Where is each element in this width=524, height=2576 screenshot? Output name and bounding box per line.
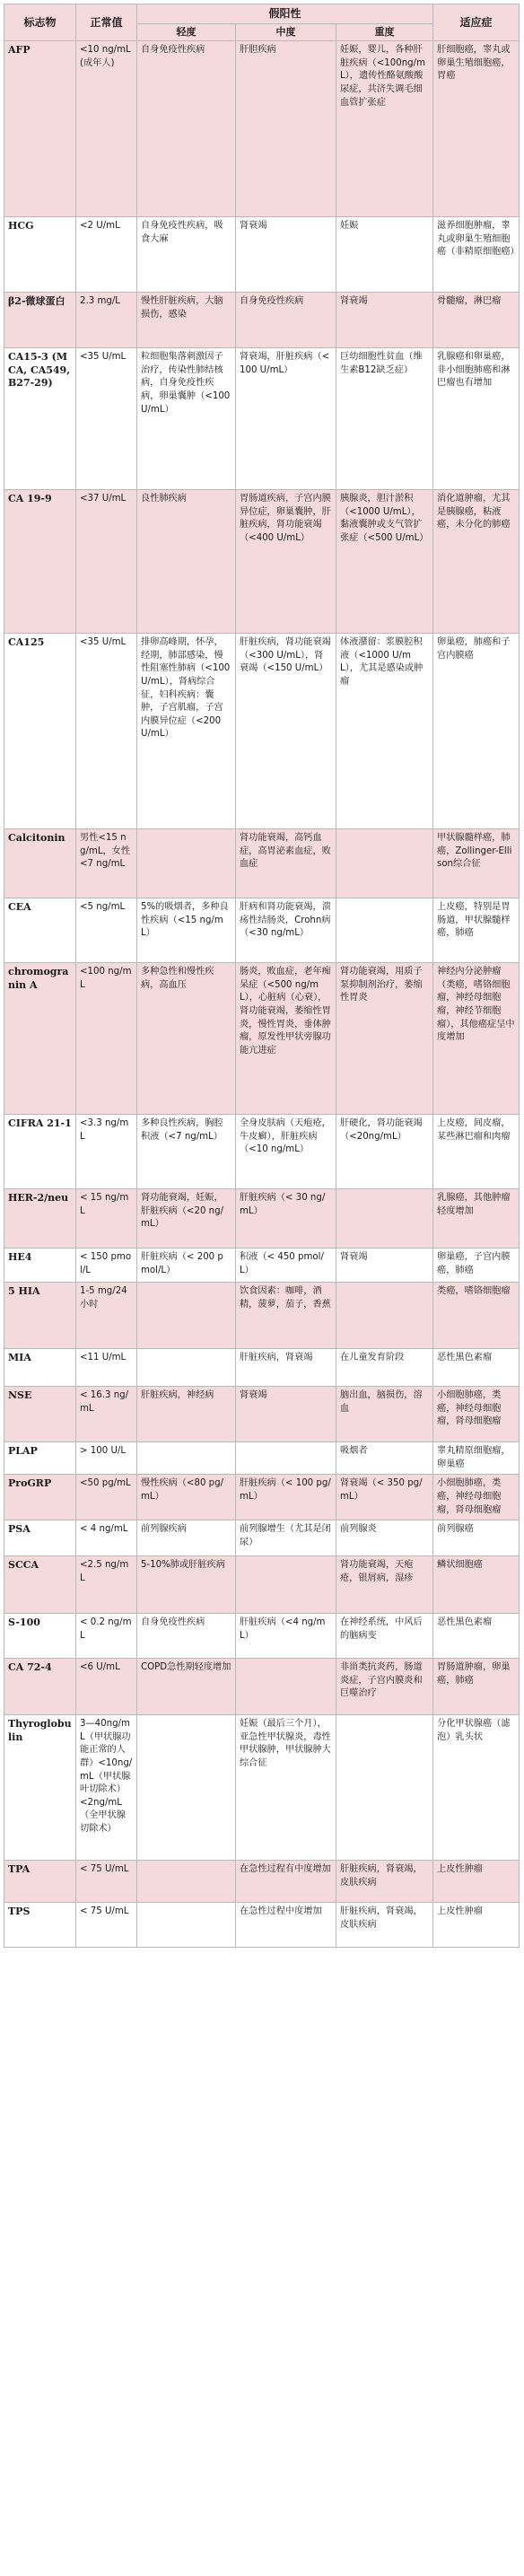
cell-indication: 神经内分泌肿瘤（类癌，嗜铬细胞瘤，神经母细胞瘤，神经节细胞瘤），其他癌症呈中度增加 — [433, 963, 520, 1115]
cell-indication: 小细胞肺癌，类癌，神经母细胞瘤，肾母细胞瘤 — [433, 1475, 520, 1520]
cell-severe: 体液潴留：浆膜腔积液（<1000 U/mL），尤其是感染或肿瘤 — [336, 634, 433, 829]
cell-indication: 恶性黑色素瘤 — [433, 1614, 520, 1659]
cell-mild: 肝脏疾病，神经病 — [137, 1387, 236, 1442]
cell-severe — [336, 1283, 433, 1349]
cell-indication: 睾丸精原细胞瘤，卵巢癌 — [433, 1442, 520, 1475]
cell-normal-value: <35 U/mL — [76, 634, 137, 829]
cell-severe: 在儿童发育阶段 — [336, 1349, 433, 1387]
cell-moderate: 全身皮肤病（天疱疮，牛皮癣），肝脏疾病（<10 ng/mL） — [236, 1115, 336, 1189]
cell-indication: 滋养细胞肿瘤，睾丸或卵巢生殖细胞癌（非精原细胞癌） — [433, 217, 520, 293]
cell-marker: NSE — [4, 1387, 76, 1442]
cell-marker: PLAP — [4, 1442, 76, 1475]
cell-mild: 自身免疫性疾病 — [137, 41, 236, 217]
cell-mild — [137, 1861, 236, 1903]
cell-moderate — [236, 1442, 336, 1475]
cell-normal-value: <5 ng/mL — [76, 898, 137, 963]
cell-moderate: 肝胆疾病 — [236, 41, 336, 217]
cell-mild — [137, 1283, 236, 1349]
tumor-marker-table — [4, 4, 520, 1948]
cell-severe: 肝脏疾病，肾衰竭，皮肤疾病 — [336, 1861, 433, 1903]
cell-moderate: 肝脏疾病（<4 ng/mL） — [236, 1614, 336, 1659]
table-row — [4, 1249, 520, 1283]
cell-normal-value: > 100 U/L — [76, 1442, 137, 1475]
cell-mild: 多种急性和慢性疾病，高血压 — [137, 963, 236, 1115]
table-row — [4, 898, 520, 963]
header-moderate: 中度 — [236, 23, 336, 41]
table-row — [4, 1189, 520, 1249]
table-row — [4, 963, 520, 1115]
table-row — [4, 1614, 520, 1659]
cell-marker: TPS — [4, 1903, 76, 1948]
cell-marker: ProGRP — [4, 1475, 76, 1520]
cell-marker: CEA — [4, 898, 76, 963]
cell-severe: 妊娠 — [336, 217, 433, 293]
cell-severe: 脑出血，脑损伤，溶血 — [336, 1387, 433, 1442]
cell-normal-value: <3.3 ng/mL — [76, 1115, 137, 1189]
cell-indication: 上皮癌，间皮瘤，某些淋巴瘤和肉瘤 — [433, 1115, 520, 1189]
cell-mild: 5-10%肺或肝脏疾病 — [137, 1556, 236, 1614]
cell-marker: Thyroglobulin — [4, 1715, 76, 1861]
cell-moderate: 肾衰竭 — [236, 217, 336, 293]
cell-moderate: 肾衰竭，肝脏疾病（<100 U/mL） — [236, 348, 336, 490]
cell-severe: 肝脏疾病，肾衰竭，皮肤疾病 — [336, 1903, 433, 1948]
cell-normal-value: <2 U/mL — [76, 217, 137, 293]
cell-mild — [137, 1349, 236, 1387]
cell-marker: TPA — [4, 1861, 76, 1903]
cell-moderate: 肠炎，败血症，老年痴呆症（<500 ng/mL），心脏病（心衰），肾功能衰竭，萎缩性胃炎，慢性胃炎，垂体肿瘤，原发性甲状旁腺功能亢进症 — [236, 963, 336, 1115]
cell-severe: 肾衰竭（< 350 pg/mL） — [336, 1475, 433, 1520]
cell-mild: 肾功能衰竭，妊娠，肝脏疾病（<20 ng/mL） — [137, 1189, 236, 1249]
cell-moderate: 饮食因素：咖啡，酒精，菠萝，茄子，香蕉 — [236, 1283, 336, 1349]
cell-severe — [336, 1189, 433, 1249]
cell-severe — [336, 1715, 433, 1861]
cell-normal-value: < 4 ng/mL — [76, 1520, 137, 1556]
cell-severe: 巨幼细胞性贫血（维生素B12缺乏症） — [336, 348, 433, 490]
cell-mild: 5%的吸烟者，多种良性疾病（<15 ng/mL） — [137, 898, 236, 963]
table-row — [4, 1387, 520, 1442]
cell-indication: 鳞状细胞癌 — [433, 1556, 520, 1614]
cell-marker: chromogranin A — [4, 963, 76, 1115]
cell-marker: Calcitonin — [4, 829, 76, 898]
table-row — [4, 1659, 520, 1715]
cell-indication: 分化甲状腺癌（滤泡）乳头状 — [433, 1715, 520, 1861]
table-row — [4, 1442, 520, 1475]
cell-mild: 慢性疾病（<80 pg/mL） — [137, 1475, 236, 1520]
cell-moderate: 积液（< 450 pmol/L） — [236, 1249, 336, 1283]
cell-marker: CA15-3 (MCA, CA549, B27-29) — [4, 348, 76, 490]
cell-indication: 消化道肿瘤，尤其是胰腺癌，粘液癌，未分化的肺癌 — [433, 490, 520, 634]
cell-severe: 肾衰竭 — [336, 293, 433, 348]
cell-mild: 前列腺疾病 — [137, 1520, 236, 1556]
cell-normal-value: <35 U/mL — [76, 348, 137, 490]
cell-indication: 上皮性肿瘤 — [433, 1903, 520, 1948]
cell-indication: 恶性黑色素瘤 — [433, 1349, 520, 1387]
cell-indication: 前列腺癌 — [433, 1520, 520, 1556]
cell-normal-value: 1-5 mg/24 小时 — [76, 1283, 137, 1349]
cell-severe: 吸烟者 — [336, 1442, 433, 1475]
cell-normal-value: <100 ng/mL — [76, 963, 137, 1115]
cell-severe: 肾功能衰竭，用质子泵抑制剂治疗，萎缩性胃炎 — [336, 963, 433, 1115]
cell-normal-value: < 75 U/mL — [76, 1903, 137, 1948]
cell-moderate — [236, 1659, 336, 1715]
header-mild: 轻度 — [137, 23, 236, 41]
cell-moderate: 妊娠（最后三个月），亚急性甲状腺炎，毒性甲状腺肿，甲状腺肿大综合征 — [236, 1715, 336, 1861]
table-row — [4, 1556, 520, 1614]
cell-marker: β2-微球蛋白 — [4, 293, 76, 348]
cell-indication: 乳腺癌和卵巢癌，非小细胞肺癌和淋巴瘤也有增加 — [433, 348, 520, 490]
cell-normal-value: <2.5 ng/mL — [76, 1556, 137, 1614]
cell-severe: 肾衰竭 — [336, 1249, 433, 1283]
cell-indication: 小细胞肺癌，类癌，神经母细胞瘤，肾母细胞瘤 — [433, 1387, 520, 1442]
cell-normal-value: < 0.2 ng/mL — [76, 1614, 137, 1659]
cell-mild: 排卵高峰期，怀孕，经期，肺部感染，慢性阻塞性肺病（<100 U/mL），肾病综合征，妇科疾病：囊肿，子宫肌瘤，子宫内膜异位症（<200 U/mL） — [137, 634, 236, 829]
cell-mild: 自身免疫性疾病，吸食大麻 — [137, 217, 236, 293]
cell-normal-value: < 75 U/mL — [76, 1861, 137, 1903]
cell-moderate: 肝脏疾病，肾衰竭 — [236, 1349, 336, 1387]
cell-marker: HER-2/neu — [4, 1189, 76, 1249]
cell-mild — [137, 1715, 236, 1861]
header-marker: 标志物 — [4, 4, 76, 41]
cell-normal-value: 3—40ng/mL（甲状腺功能正常的人群）<10ng/mL（甲状腺叶切除术）<2ng/mL（全甲状腺切除术） — [76, 1715, 137, 1861]
cell-normal-value: < 15 ng/mL — [76, 1189, 137, 1249]
cell-indication: 乳腺癌，其他肿瘤轻度增加 — [433, 1189, 520, 1249]
table-row — [4, 1520, 520, 1556]
cell-marker: CA125 — [4, 634, 76, 829]
cell-mild: 肝脏疾病（< 200 pmol/L） — [137, 1249, 236, 1283]
cell-marker: CA 72-4 — [4, 1659, 76, 1715]
cell-normal-value: 男性<15 ng/mL，女性<7 ng/mL — [76, 829, 137, 898]
cell-moderate — [236, 1556, 336, 1614]
cell-moderate: 肝脏疾病（< 100 pg/mL） — [236, 1475, 336, 1520]
cell-normal-value: <50 pg/mL — [76, 1475, 137, 1520]
cell-marker: HE4 — [4, 1249, 76, 1283]
cell-severe: 妊娠，婴儿，各种肝脏疾病（<100ng/mL），遗传性酪氨酸酸尿症，共济失调毛细血管扩张症 — [336, 41, 433, 217]
cell-indication: 胃肠道肿瘤，卵巢癌，肺癌 — [433, 1659, 520, 1715]
cell-moderate: 肝脏疾病，肾功能衰竭（<300 U/mL），肾衰竭（<150 U/mL） — [236, 634, 336, 829]
cell-mild: 多种良性疾病，胸腔积液（<7 ng/mL） — [137, 1115, 236, 1189]
cell-indication: 肝细胞癌，睾丸或卵巢生殖细胞癌，胃癌 — [433, 41, 520, 217]
header-indication: 适应症 — [433, 4, 520, 41]
cell-normal-value: 2.3 mg/L — [76, 293, 137, 348]
cell-severe: 肝硬化，肾功能衰竭（<20ng/mL） — [336, 1115, 433, 1189]
cell-indication: 甲状腺髓样癌，肺癌，Zollinger-Ellison综合征 — [433, 829, 520, 898]
header-false-positive: 假阳性 — [137, 4, 433, 24]
cell-severe: 前列腺炎 — [336, 1520, 433, 1556]
cell-indication: 骨髓瘤，淋巴瘤 — [433, 293, 520, 348]
table-row — [4, 348, 520, 490]
table-row — [4, 490, 520, 634]
cell-indication: 卵巢癌，子宫内膜癌，肺癌 — [433, 1249, 520, 1283]
cell-indication: 上皮癌，特别是胃肠道，甲状腺髓样癌，肺癌 — [433, 898, 520, 963]
cell-moderate: 自身免疫性疾病 — [236, 293, 336, 348]
cell-normal-value: < 150 pmol/L — [76, 1249, 137, 1283]
table-row — [4, 1115, 520, 1189]
table-row — [4, 1715, 520, 1861]
tumor-marker-table-container — [4, 4, 519, 1948]
cell-moderate: 在急性过程中度增加 — [236, 1903, 336, 1948]
cell-mild: 自身免疫性疾病 — [137, 1614, 236, 1659]
cell-mild: 慢性肝脏疾病，大脑损伤，感染 — [137, 293, 236, 348]
cell-marker: HCG — [4, 217, 76, 293]
header-normal-value: 正常值 — [76, 4, 137, 41]
table-row — [4, 1475, 520, 1520]
table-row — [4, 1861, 520, 1903]
table-row — [4, 1349, 520, 1387]
table-body — [4, 41, 520, 1948]
cell-marker: 5 HIA — [4, 1283, 76, 1349]
cell-moderate: 肾功能衰竭，高钙血症，高胃泌素血症，败血症 — [236, 829, 336, 898]
cell-severe: 在神经系统，中风后的脑病变 — [336, 1614, 433, 1659]
cell-normal-value: < 16.3 ng/mL — [76, 1387, 137, 1442]
cell-mild — [137, 1903, 236, 1948]
table-row — [4, 1903, 520, 1948]
cell-normal-value: <37 U/mL — [76, 490, 137, 634]
cell-normal-value: <10 ng/mL (成年人) — [76, 41, 137, 217]
cell-moderate: 前列腺增生（尤其是闭尿） — [236, 1520, 336, 1556]
cell-marker: S-100 — [4, 1614, 76, 1659]
cell-mild — [137, 829, 236, 898]
cell-moderate: 胃肠道疾病，子宫内膜异位症，卵巢囊肿，肝脏疾病，肾功能衰竭（<400 U/mL） — [236, 490, 336, 634]
cell-normal-value: <11 U/mL — [76, 1349, 137, 1387]
table-row — [4, 634, 520, 829]
cell-severe: 胰腺炎，胆汁淤积（<1000 U/mL），黏液囊肿或支气管扩张症（<500 U/mL） — [336, 490, 433, 634]
cell-indication: 上皮性肿瘤 — [433, 1861, 520, 1903]
cell-indication: 卵巢癌，肺癌和子宫内膜癌 — [433, 634, 520, 829]
table-row — [4, 217, 520, 293]
table-row — [4, 829, 520, 898]
table-row — [4, 293, 520, 348]
cell-normal-value: <6 U/mL — [76, 1659, 137, 1715]
cell-moderate: 肾衰竭 — [236, 1387, 336, 1442]
table-row — [4, 1283, 520, 1349]
cell-marker: SCCA — [4, 1556, 76, 1614]
cell-marker: PSA — [4, 1520, 76, 1556]
cell-marker: MIA — [4, 1349, 76, 1387]
cell-mild: COPD急性期轻度增加 — [137, 1659, 236, 1715]
cell-mild: 良性肺疾病 — [137, 490, 236, 634]
cell-severe — [336, 829, 433, 898]
cell-mild — [137, 1442, 236, 1475]
cell-marker: CIFRA 21-1 — [4, 1115, 76, 1189]
cell-marker: AFP — [4, 41, 76, 217]
cell-marker: CA 19-9 — [4, 490, 76, 634]
cell-indication: 类癌，嗜铬细胞瘤 — [433, 1283, 520, 1349]
cell-severe: 肾功能衰竭，天疱疮，银屑病，湿疹 — [336, 1556, 433, 1614]
cell-moderate: 在急性过程有中度增加 — [236, 1861, 336, 1903]
header-severe: 重度 — [336, 23, 433, 41]
table-row — [4, 41, 520, 217]
cell-severe: 非甾类抗炎药，肠道炎症，子宫内膜炎和巨噬治疗 — [336, 1659, 433, 1715]
cell-moderate: 肝脏疾病（< 30 ng/mL） — [236, 1189, 336, 1249]
cell-moderate: 肝病和肾功能衰竭，溃疡性结肠炎，Crohn病（<30 ng/mL） — [236, 898, 336, 963]
cell-mild: 粒细胞集落刺激因子治疗，传染性肺结核病，自身免疫性疾病，卵巢囊肿（<100U/mL） — [137, 348, 236, 490]
cell-severe — [336, 898, 433, 963]
